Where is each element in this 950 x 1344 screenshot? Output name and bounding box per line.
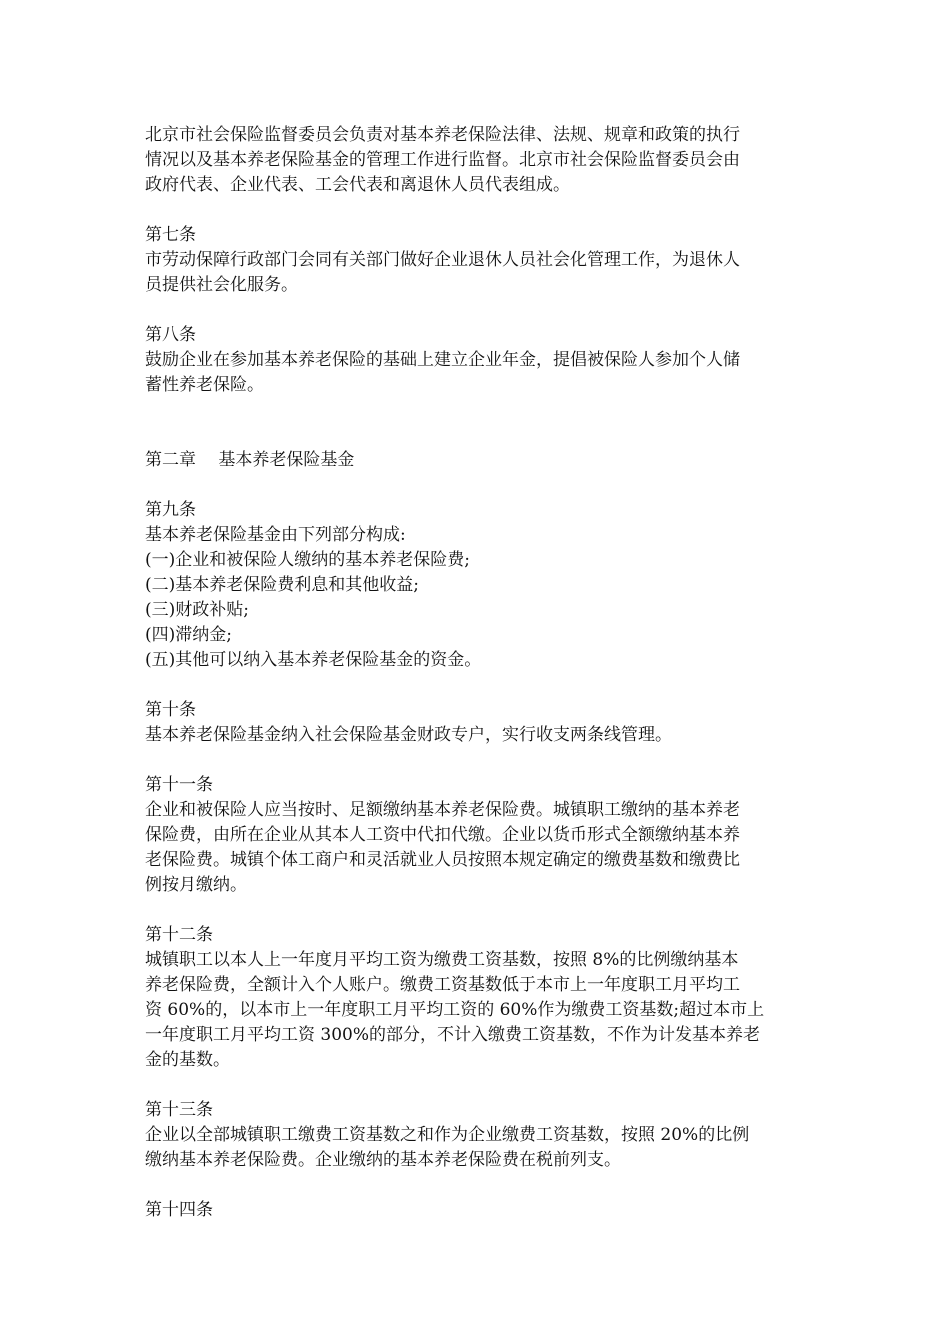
article-heading: 第八条	[145, 325, 196, 345]
spacer	[145, 673, 815, 698]
list-item: (二)基本养老保险费利息和其他收益;	[145, 575, 419, 595]
article-9	[145, 498, 815, 673]
list-item: (五)其他可以纳入基本养老保险基金的资金。	[145, 650, 482, 670]
paragraph-line: 养老保险费，全额计入个人账户。缴费工资基数低于本市上一年度职工月平均工	[145, 975, 740, 995]
spacer	[145, 1173, 815, 1198]
document-body	[145, 123, 815, 1223]
paragraph-line: 政府代表、企业代表、工会代表和离退休人员代表组成。	[145, 175, 570, 195]
spacer	[145, 298, 815, 323]
paragraph-line: 鼓励企业在参加基本养老保险的基础上建立企业年金，提倡被保险人参加个人储	[145, 350, 740, 370]
spacer	[145, 398, 815, 448]
article-heading: 第九条	[145, 500, 196, 520]
spacer	[145, 473, 815, 498]
paragraph-line: 缴纳基本养老保险费。企业缴纳的基本养老保险费在税前列支。	[145, 1150, 621, 1170]
list-item: (三)财政补贴;	[145, 600, 249, 620]
paragraph-line: 情况以及基本养老保险基金的管理工作进行监督。北京市社会保险监督委员会由	[145, 150, 740, 170]
article-heading: 第十条	[145, 700, 196, 720]
paragraph-line: 例按月缴纳。	[145, 875, 247, 895]
article-heading: 第七条	[145, 225, 196, 245]
article-14	[145, 1198, 815, 1223]
article-12	[145, 923, 815, 1073]
article-heading: 第十四条	[145, 1200, 213, 1220]
list-item: (一)企业和被保险人缴纳的基本养老保险费;	[145, 550, 470, 570]
paragraph-line: 市劳动保障行政部门会同有关部门做好企业退休人员社会化管理工作，为退休人	[145, 250, 740, 270]
paragraph-line: 保险费，由所在企业从其本人工资中代扣代缴。企业以货币形式全额缴纳基本养	[145, 825, 740, 845]
paragraph-line: 金的基数。	[145, 1050, 230, 1070]
article-heading: 第十一条	[145, 775, 213, 795]
paragraph-line: 老保险费。城镇个体工商户和灵活就业人员按照本规定确定的缴费基数和缴费比	[145, 850, 740, 870]
paragraph-line: 城镇职工以本人上一年度月平均工资为缴费工资基数，按照 8%的比例缴纳基本	[145, 950, 739, 970]
article-13	[145, 1098, 815, 1173]
paragraph-line: 基本养老保险基金由下列部分构成:	[145, 525, 406, 545]
article-6-continuation	[145, 123, 815, 198]
spacer	[145, 898, 815, 923]
spacer	[145, 198, 815, 223]
article-8	[145, 323, 815, 398]
spacer	[145, 748, 815, 773]
article-heading: 第十二条	[145, 925, 213, 945]
article-10	[145, 698, 815, 748]
paragraph-line: 企业以全部城镇职工缴费工资基数之和作为企业缴费工资基数，按照 20%的比例	[145, 1125, 750, 1145]
article-heading: 第十三条	[145, 1100, 213, 1120]
paragraph-line: 员提供社会化服务。	[145, 275, 298, 295]
article-7	[145, 223, 815, 298]
paragraph-line: 北京市社会保险监督委员会负责对基本养老保险法律、法规、规章和政策的执行	[145, 125, 740, 145]
spacer	[145, 1073, 815, 1098]
paragraph-line: 蓄性养老保险。	[145, 375, 264, 395]
chapter-title: 第二章 基本养老保险基金	[145, 450, 355, 470]
chapter-2	[145, 448, 815, 473]
paragraph-line: 一年度职工月平均工资 300%的部分，不计入缴费工资基数，不作为计发基本养老	[145, 1025, 761, 1045]
paragraph-line: 资 60%的，以本市上一年度职工月平均工资的 60%作为缴费工资基数;超过本市上	[145, 1000, 765, 1020]
paragraph-line: 基本养老保险基金纳入社会保险基金财政专户，实行收支两条线管理。	[145, 725, 672, 745]
article-11	[145, 773, 815, 898]
list-item: (四)滞纳金;	[145, 625, 232, 645]
paragraph-line: 企业和被保险人应当按时、足额缴纳基本养老保险费。城镇职工缴纳的基本养老	[145, 800, 740, 820]
